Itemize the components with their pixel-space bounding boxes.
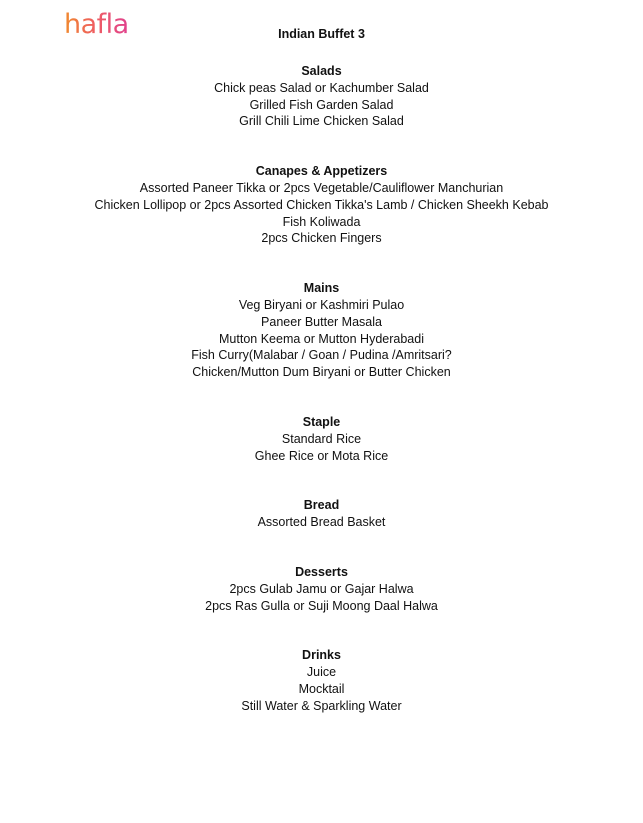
menu-item: 2pcs Ras Gulla or Suji Moong Daal Halwa	[205, 598, 438, 613]
menu-section-mains	[0, 280, 643, 381]
menu-item: Ghee Rice or Mota Rice	[254, 448, 389, 463]
menu-document	[0, 26, 643, 715]
menu-section-canapes-appetizers	[0, 163, 643, 247]
section-heading: Bread	[303, 498, 340, 513]
menu-item: Assorted Bread Basket	[257, 515, 386, 530]
menu-section-bread	[0, 497, 643, 531]
menu-item: Assorted Paneer Tikka or 2pcs Vegetable/Cauliflower Manchurian	[139, 180, 504, 195]
section-heading: Drinks	[302, 648, 341, 663]
menu-item: Veg Biryani or Kashmiri Pulao	[238, 297, 405, 312]
menu-item: 2pcs Chicken Fingers	[261, 231, 382, 246]
menu-item: Chicken/Mutton Dum Biryani or Butter Chicken	[192, 365, 451, 380]
menu-section-desserts	[0, 564, 643, 614]
hafla-logo: hafla	[64, 9, 129, 40]
menu-item: Juice	[306, 665, 337, 680]
menu-title: Indian Buffet 3	[278, 27, 365, 41]
menu-item: Still Water & Sparkling Water	[241, 698, 402, 713]
section-heading: Desserts	[295, 564, 348, 579]
section-heading: Mains	[303, 281, 340, 296]
menu-item: Fish Curry(Malabar / Goan / Pudina /Amritsari?	[191, 348, 452, 363]
section-heading: Salads	[301, 64, 342, 78]
menu-item: Mutton Keema or Mutton Hyderabadi	[219, 331, 424, 346]
menu-item: Grill Chili Lime Chicken Salad	[239, 114, 404, 129]
menu-item: 2pcs Gulab Jamu or Gajar Halwa	[229, 581, 414, 596]
menu-section-salads	[0, 63, 643, 130]
menu-item: Chicken Lollipop or 2pcs Assorted Chicken Tikka's Lamb / Chicken Sheekh Kebab	[94, 197, 549, 212]
menu-item: Paneer Butter Masala	[261, 314, 382, 329]
section-heading: Canapes & Appetizers	[255, 164, 388, 179]
menu-item: Chick peas Salad or Kachumber Salad	[214, 80, 429, 95]
menu-item: Mocktail	[298, 681, 345, 696]
menu-item: Fish Koliwada	[282, 214, 361, 229]
menu-section-drinks	[0, 647, 643, 714]
menu-section-staple	[0, 414, 643, 464]
menu-item: Standard Rice	[281, 431, 362, 446]
section-heading: Staple	[302, 414, 341, 429]
menu-item: Grilled Fish Garden Salad	[249, 97, 394, 112]
